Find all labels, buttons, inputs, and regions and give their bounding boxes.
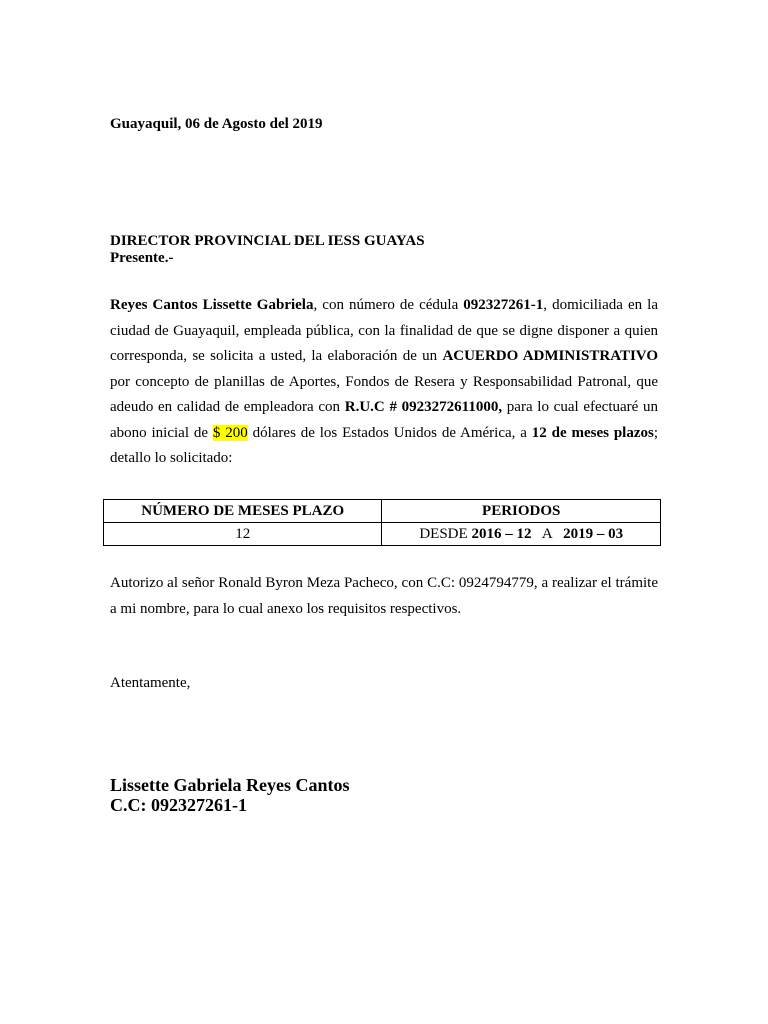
- agreement-type: ACUERDO ADMINISTRATIVO: [442, 348, 658, 364]
- a-label: A: [531, 525, 564, 542]
- term-months: 12 de meses plazos: [531, 424, 654, 441]
- table-header-row: [104, 500, 661, 523]
- closing-line: Atentamente,: [110, 675, 191, 691]
- applicant-name: Reyes Cantos Lissette Gabriela: [110, 297, 314, 313]
- recipient-title: DIRECTOR PROVINCIAL DEL IESS GUAYAS: [110, 233, 425, 249]
- signature-name: Lissette Gabriela Reyes Cantos: [110, 775, 350, 795]
- initial-amount: $ 200: [212, 424, 248, 441]
- desde-label: DESDE: [419, 525, 472, 542]
- header-periods: PERIODOS: [382, 500, 661, 523]
- from-period: 2016 – 12: [471, 525, 532, 542]
- request-paragraph: [110, 293, 658, 472]
- body-text-4: para lo cual efectuaré un abono inicial de: [110, 399, 658, 441]
- cell-months: 12: [104, 523, 382, 546]
- authorization-paragraph: Autorizo al señor Ronald Byron Meza Pacheco, con C.C: 0924794779, a realizar el trámite a mi nombre, para lo cual anexo los requisitos respectivos.: [110, 575, 658, 617]
- ruc-number: R.U.C # 0923272611000,: [344, 399, 503, 415]
- table-row: [104, 523, 661, 546]
- body-text-6: ; detallo lo solicitado:: [110, 424, 659, 466]
- recipient-greeting: Presente.-: [110, 250, 174, 266]
- date-line: Guayaquil, 06 de Agosto del 2019: [110, 116, 323, 132]
- body-text-1: , con número de cédula: [313, 297, 464, 313]
- recipient-block: [110, 233, 425, 267]
- body-text-3: por concepto de planillas de Aportes, Fondos de Resera y Responsabilidad Patronal, que adeudo en calidad de empleadora con: [110, 373, 658, 415]
- to-period: 2019 – 03: [563, 525, 624, 542]
- body-text-5: dólares de los Estados Unidos de América, a: [247, 424, 532, 441]
- header-months: NÚMERO DE MESES PLAZO: [104, 500, 382, 523]
- cell-periods: [382, 523, 661, 546]
- periods-table: [103, 499, 661, 546]
- cedula-number: 092327261-1: [463, 297, 544, 313]
- body-text-2: , domiciliada en la ciudad de Guayaquil, empleada pública, con la finalidad de que se digne disponer a quien corresponda, se solicita a usted, la elaboración de un: [110, 297, 659, 364]
- signature-id: C.C: 092327261-1: [110, 795, 247, 815]
